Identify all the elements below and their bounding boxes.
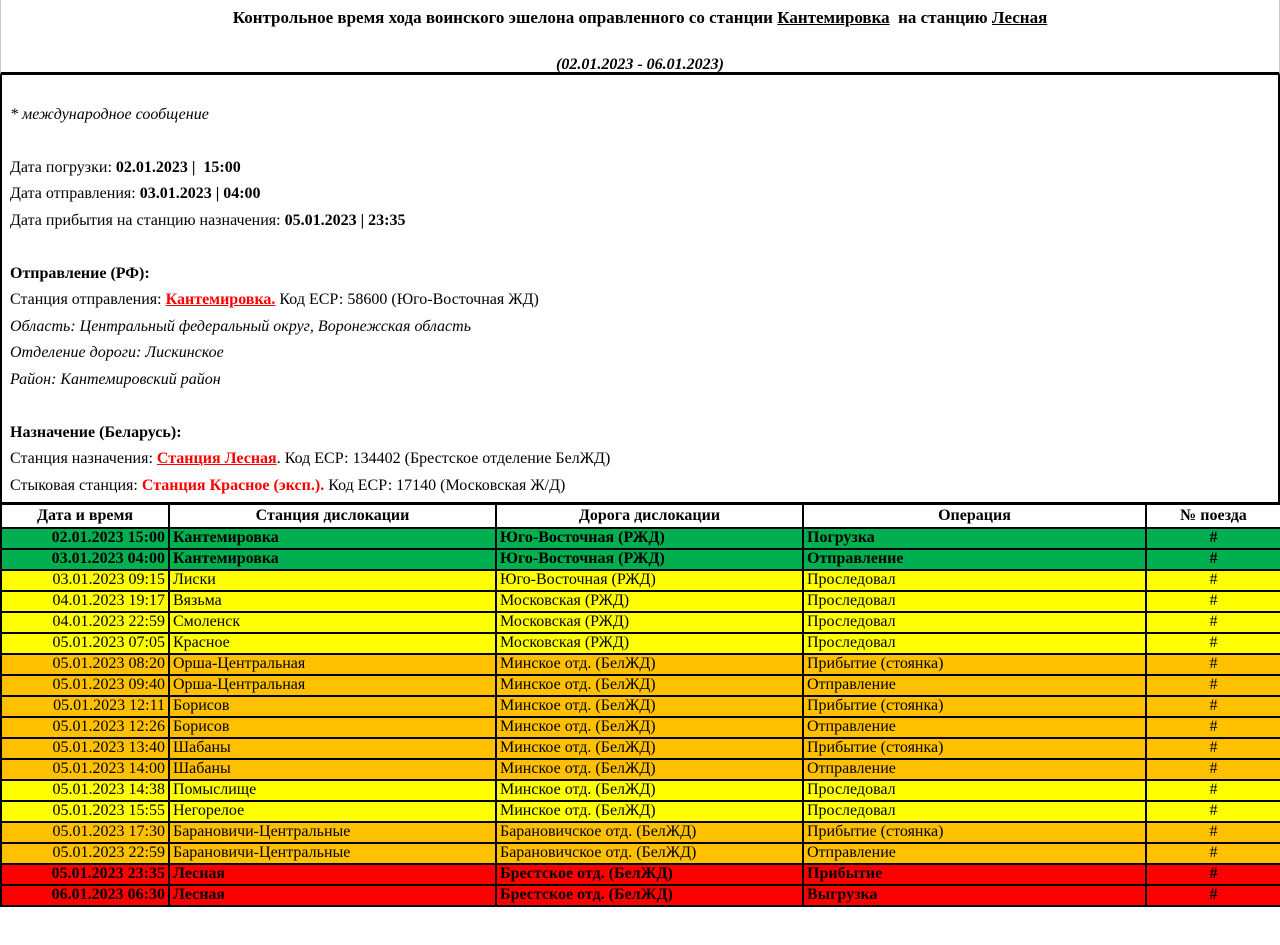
arrival-date-line xyxy=(10,208,1278,235)
table-row xyxy=(1,612,1280,633)
title-prefix: Контрольное время хода воинского эшелона оправленного со станции xyxy=(232,8,778,27)
header-datetime: Дата и время xyxy=(1,504,169,528)
cell-road: Минское отд. (БелЖД) xyxy=(496,696,803,717)
table-row xyxy=(1,822,1280,843)
table-row xyxy=(1,717,1280,738)
cell-road: Минское отд. (БелЖД) xyxy=(496,675,803,696)
header-train-number: № поезда xyxy=(1146,504,1280,528)
departure-station-line xyxy=(10,287,1278,314)
cell-station: Шабаны xyxy=(169,759,496,780)
cell-datetime: 06.01.2023 06:30 xyxy=(1,885,169,906)
cell-train: # xyxy=(1146,633,1280,654)
international-note: * международное сообщение xyxy=(10,105,209,123)
cell-datetime: 03.01.2023 04:00 xyxy=(1,549,169,570)
cell-datetime: 05.01.2023 12:26 xyxy=(1,717,169,738)
destination-heading: Назначение (Беларусь): xyxy=(10,423,182,441)
cell-datetime: 04.01.2023 22:59 xyxy=(1,612,169,633)
cell-train: # xyxy=(1146,675,1280,696)
cell-datetime: 05.01.2023 09:40 xyxy=(1,675,169,696)
cell-station: Красное xyxy=(169,633,496,654)
schedule-table xyxy=(0,502,1280,907)
table-row xyxy=(1,528,1280,549)
title-from-station: Кантемировка xyxy=(777,8,890,27)
cell-datetime: 05.01.2023 08:20 xyxy=(1,654,169,675)
table-row xyxy=(1,780,1280,801)
cell-train: # xyxy=(1146,759,1280,780)
cell-road: Московская (РЖД) xyxy=(496,612,803,633)
cell-operation: Отправление xyxy=(803,759,1146,780)
arrival-date-value: 05.01.2023 | 23:35 xyxy=(284,211,406,229)
cell-operation: Отправление xyxy=(803,675,1146,696)
junction-station-name: Станция Красное (эксп.). xyxy=(141,476,325,494)
cell-road: Минское отд. (БелЖД) xyxy=(496,780,803,801)
loading-date-label: Дата погрузки: xyxy=(10,158,116,176)
cell-datetime: 02.01.2023 15:00 xyxy=(1,528,169,549)
departure-district: Район: Кантемировский район xyxy=(10,370,221,388)
cell-train: # xyxy=(1146,801,1280,822)
destination-station-link[interactable]: Станция Лесная xyxy=(156,450,277,467)
cell-operation: Прибытие xyxy=(803,864,1146,885)
cell-datetime: 05.01.2023 22:59 xyxy=(1,843,169,864)
junction-station-label: Стыковая станция: xyxy=(10,476,142,494)
cell-station: Вязьма xyxy=(169,591,496,612)
departure-heading: Отправление (РФ): xyxy=(10,264,150,282)
cell-station: Смоленск xyxy=(169,612,496,633)
title-block xyxy=(0,0,1280,75)
cell-datetime: 05.01.2023 07:05 xyxy=(1,633,169,654)
header-station: Станция дислокации xyxy=(169,504,496,528)
cell-road: Юго-Восточная (РЖД) xyxy=(496,549,803,570)
table-row xyxy=(1,759,1280,780)
cell-train: # xyxy=(1146,780,1280,801)
cell-road: Московская (РЖД) xyxy=(496,591,803,612)
junction-station-line xyxy=(10,473,1278,500)
table-row xyxy=(1,591,1280,612)
cell-station: Орша-Центральная xyxy=(169,675,496,696)
cell-train: # xyxy=(1146,570,1280,591)
cell-train: # xyxy=(1146,549,1280,570)
table-row xyxy=(1,843,1280,864)
cell-station: Кантемировка xyxy=(169,528,496,549)
cell-operation: Отправление xyxy=(803,717,1146,738)
departure-date-label: Дата отправления: xyxy=(10,185,140,202)
table-header-row xyxy=(1,504,1280,528)
cell-operation: Прибытие (стоянка) xyxy=(803,822,1146,843)
cell-road: Минское отд. (БелЖД) xyxy=(496,654,803,675)
cell-station: Лесная xyxy=(169,864,496,885)
departure-date-value: 03.01.2023 | 04:00 xyxy=(139,185,261,202)
loading-date-value: 02.01.2023 | 15:00 xyxy=(115,158,241,176)
departure-station-link[interactable]: Кантемировка. xyxy=(165,291,276,308)
table-row xyxy=(1,696,1280,717)
table-row xyxy=(1,885,1280,906)
cell-road: Минское отд. (БелЖД) xyxy=(496,738,803,759)
title-middle: на станцию xyxy=(889,8,992,27)
cell-road: Брестское отд. (БелЖД) xyxy=(496,864,803,885)
cell-road: Минское отд. (БелЖД) xyxy=(496,801,803,822)
cell-datetime: 05.01.2023 17:30 xyxy=(1,822,169,843)
cell-road: Брестское отд. (БелЖД) xyxy=(496,885,803,906)
cell-train: # xyxy=(1146,591,1280,612)
cell-road: Юго-Восточная (РЖД) xyxy=(496,570,803,591)
cell-datetime: 05.01.2023 15:55 xyxy=(1,801,169,822)
departure-date-line xyxy=(10,181,1278,208)
cell-datetime: 04.01.2023 19:17 xyxy=(1,591,169,612)
cell-train: # xyxy=(1146,822,1280,843)
table-row xyxy=(1,570,1280,591)
cell-operation: Прибытие (стоянка) xyxy=(803,738,1146,759)
cell-station: Лиски xyxy=(169,570,496,591)
cell-train: # xyxy=(1146,528,1280,549)
cell-station: Помыслище xyxy=(169,780,496,801)
info-block xyxy=(0,75,1280,502)
page-title xyxy=(1,8,1279,28)
title-to-station: Лесная xyxy=(991,8,1048,27)
cell-train: # xyxy=(1146,885,1280,906)
table-row xyxy=(1,738,1280,759)
destination-station-label: Станция назначения: xyxy=(10,450,157,467)
cell-operation: Проследовал xyxy=(803,612,1146,633)
cell-train: # xyxy=(1146,612,1280,633)
cell-datetime: 05.01.2023 14:38 xyxy=(1,780,169,801)
cell-operation: Проследовал xyxy=(803,591,1146,612)
cell-road: Московская (РЖД) xyxy=(496,633,803,654)
cell-operation: Проследовал xyxy=(803,780,1146,801)
cell-operation: Отправление xyxy=(803,843,1146,864)
cell-train: # xyxy=(1146,717,1280,738)
cell-operation: Прибытие (стоянка) xyxy=(803,654,1146,675)
table-row xyxy=(1,549,1280,570)
cell-operation: Проследовал xyxy=(803,801,1146,822)
departure-region: Область: Центральный федеральный округ, Воронежская область xyxy=(10,317,471,335)
cell-train: # xyxy=(1146,843,1280,864)
report-period: (02.01.2023 - 06.01.2023) xyxy=(556,56,724,73)
header-operation: Операция xyxy=(803,504,1146,528)
cell-train: # xyxy=(1146,654,1280,675)
departure-division: Отделение дороги: Лискинское xyxy=(10,344,224,361)
cell-operation: Отправление xyxy=(803,549,1146,570)
loading-date-line xyxy=(10,155,1278,182)
cell-road: Минское отд. (БелЖД) xyxy=(496,759,803,780)
cell-station: Барановичи-Центральные xyxy=(169,822,496,843)
cell-operation: Выгрузка xyxy=(803,885,1146,906)
cell-operation: Проследовал xyxy=(803,570,1146,591)
cell-station: Борисов xyxy=(169,696,496,717)
destination-station-line xyxy=(10,446,1278,473)
departure-station-code: Код ЕСР: 58600 (Юго-Восточная ЖД) xyxy=(275,291,539,308)
cell-station: Борисов xyxy=(169,717,496,738)
header-road: Дорога дислокации xyxy=(496,504,803,528)
cell-station: Орша-Центральная xyxy=(169,654,496,675)
cell-operation: Погрузка xyxy=(803,528,1146,549)
cell-road: Минское отд. (БелЖД) xyxy=(496,717,803,738)
cell-datetime: 05.01.2023 13:40 xyxy=(1,738,169,759)
cell-train: # xyxy=(1146,864,1280,885)
table-row xyxy=(1,864,1280,885)
cell-datetime: 05.01.2023 14:00 xyxy=(1,759,169,780)
cell-datetime: 05.01.2023 12:11 xyxy=(1,696,169,717)
cell-station: Кантемировка xyxy=(169,549,496,570)
cell-station: Шабаны xyxy=(169,738,496,759)
table-row xyxy=(1,801,1280,822)
table-row xyxy=(1,654,1280,675)
cell-road: Барановичское отд. (БелЖД) xyxy=(496,822,803,843)
destination-station-code: . Код ЕСР: 134402 (Брестское отделение БелЖД) xyxy=(276,450,611,467)
departure-station-label: Станция отправления: xyxy=(10,291,166,308)
table-row xyxy=(1,633,1280,654)
table-row xyxy=(1,675,1280,696)
cell-operation: Прибытие (стоянка) xyxy=(803,696,1146,717)
junction-station-code: Код ЕСР: 17140 (Московская Ж/Д) xyxy=(324,476,566,494)
cell-datetime: 03.01.2023 09:15 xyxy=(1,570,169,591)
cell-station: Лесная xyxy=(169,885,496,906)
cell-operation: Проследовал xyxy=(803,633,1146,654)
cell-train: # xyxy=(1146,738,1280,759)
arrival-date-label: Дата прибытия на станцию назначения: xyxy=(10,211,285,229)
cell-station: Негорелое xyxy=(169,801,496,822)
cell-station: Барановичи-Центральные xyxy=(169,843,496,864)
cell-road: Юго-Восточная (РЖД) xyxy=(496,528,803,549)
cell-road: Барановичское отд. (БелЖД) xyxy=(496,843,803,864)
cell-train: # xyxy=(1146,696,1280,717)
cell-datetime: 05.01.2023 23:35 xyxy=(1,864,169,885)
